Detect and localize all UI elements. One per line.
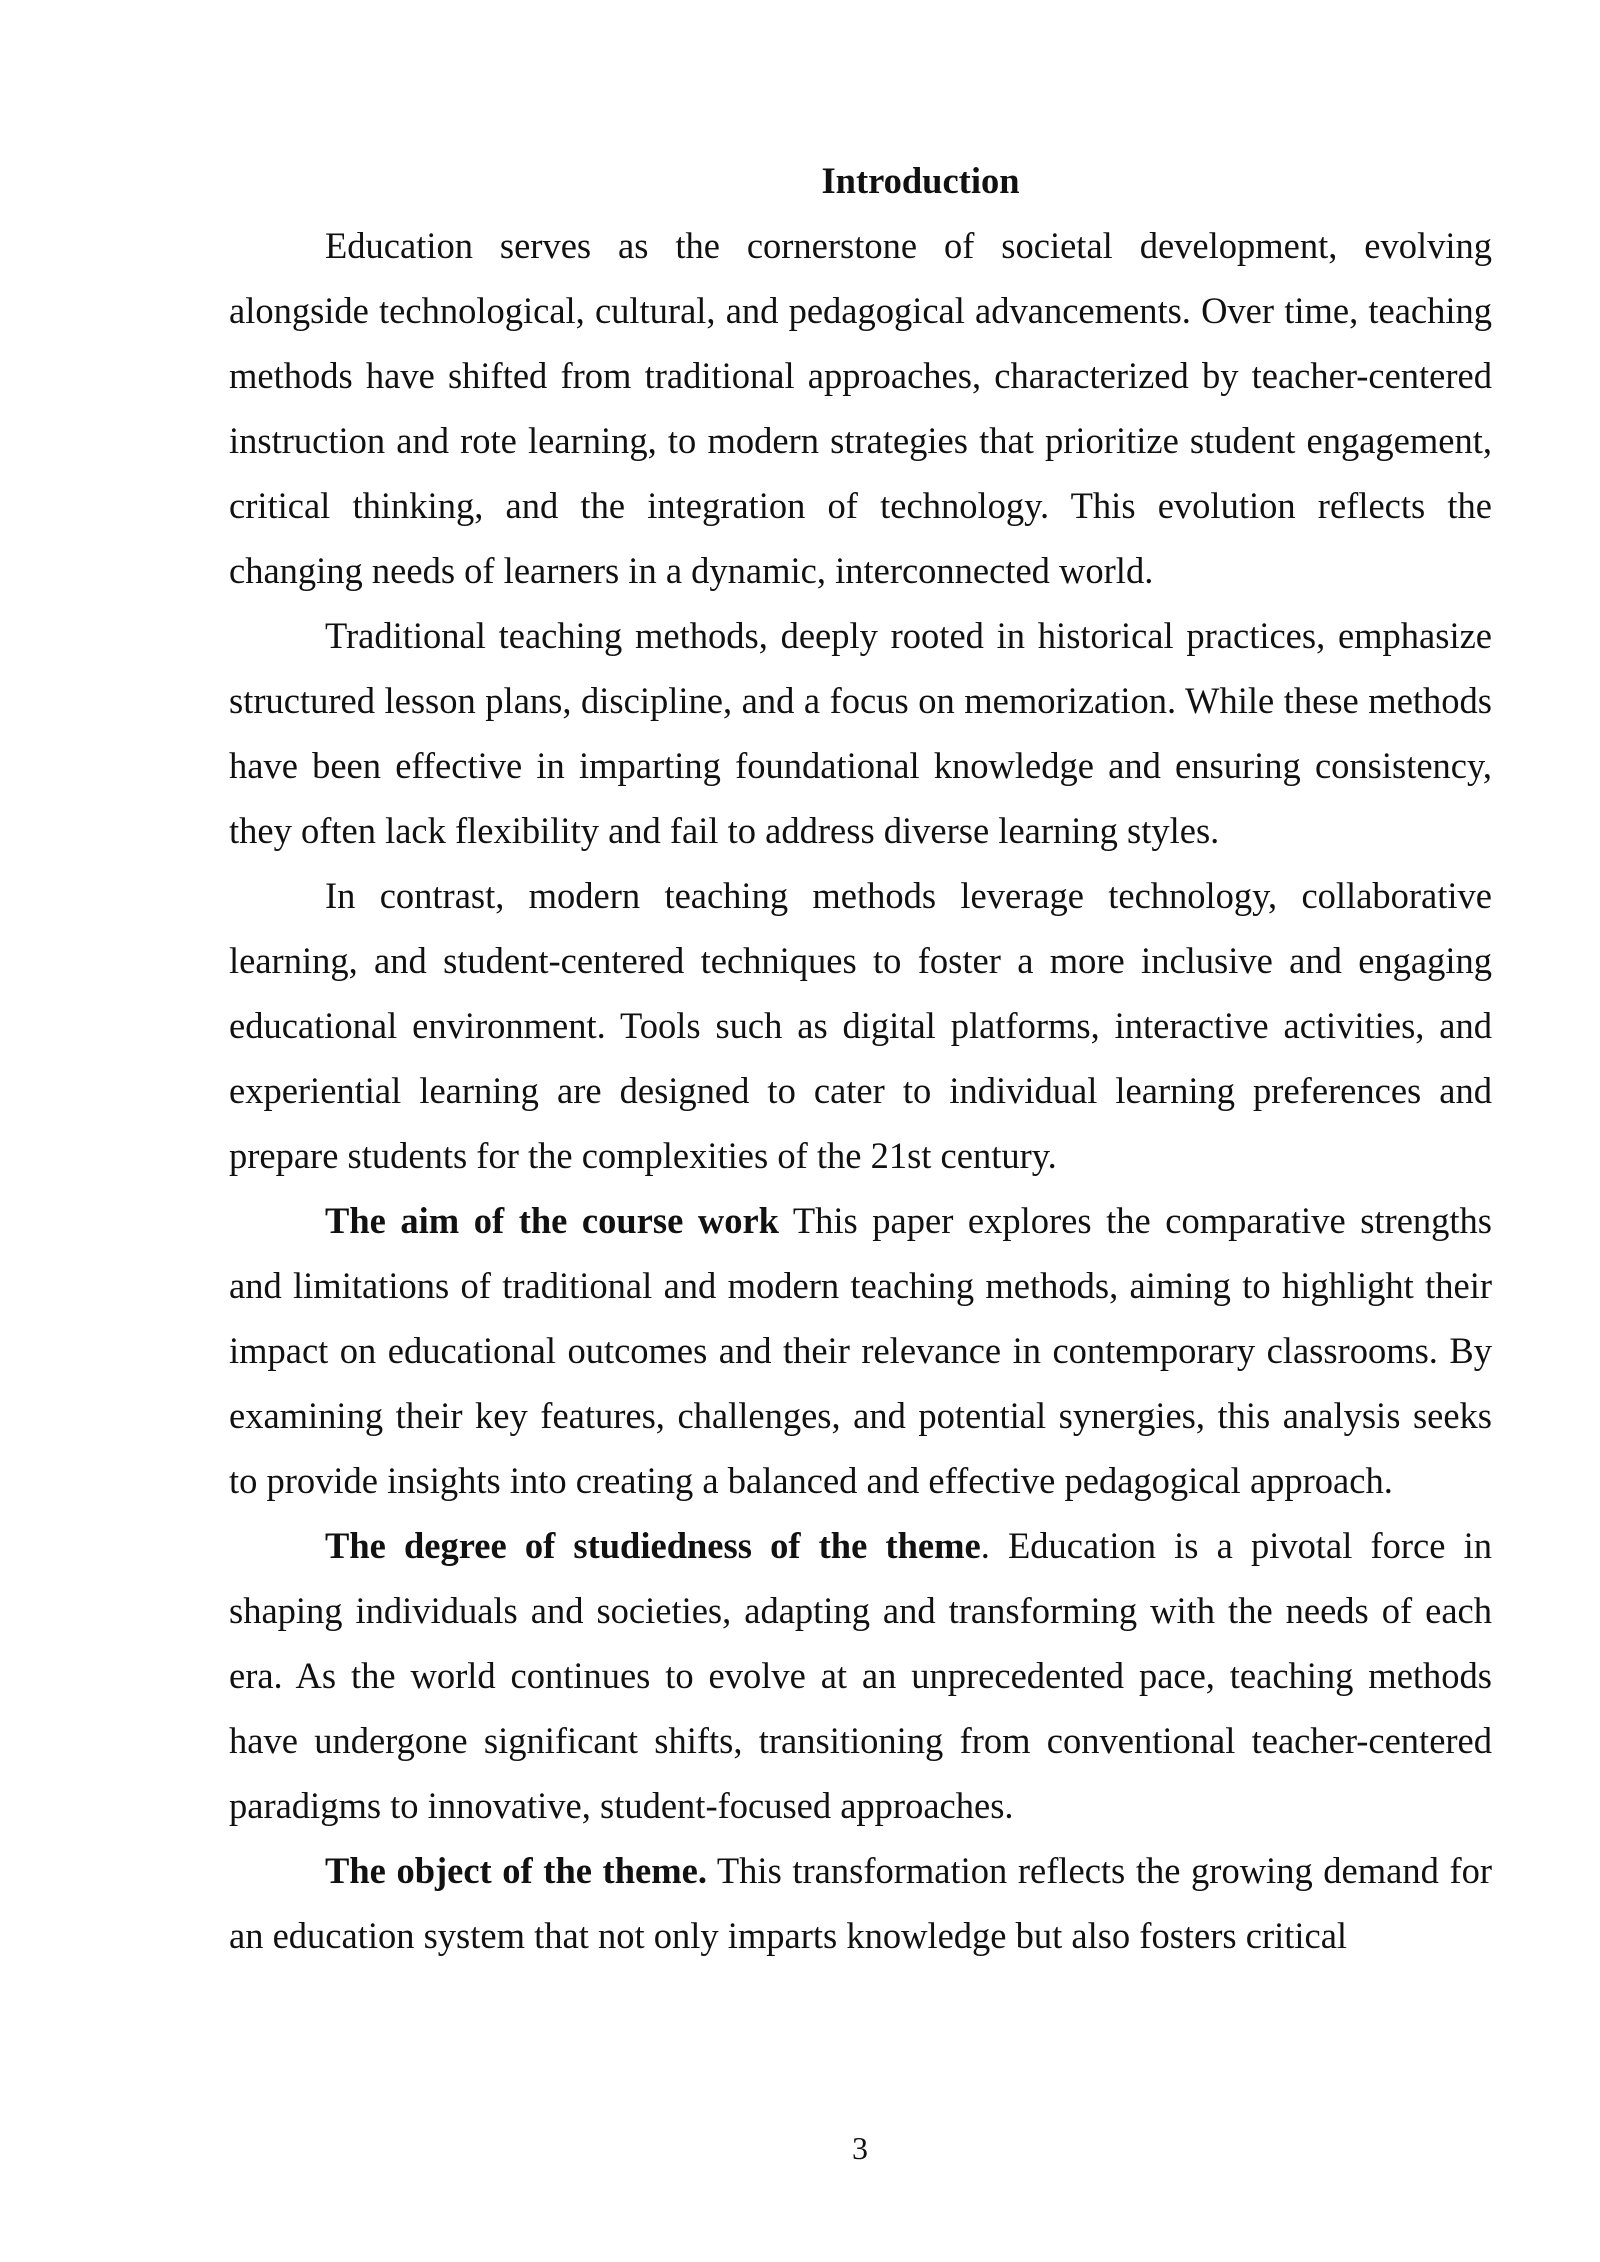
paragraph-modern xyxy=(229,863,1492,1188)
paragraph-text: In contrast, modern teaching methods leverage technology, collaborative learning, and student-centered techniques to foster a more inclusive and engaging educational environment. Tools such as digital platforms, interactive activities, and experiential learning are designed to cater to individual learning preferences and prepare students for the complexities of the 21st century. xyxy=(229,875,1492,1176)
paragraph-text: Traditional teaching methods, deeply rooted in historical practices, emphasize structured lesson plans, discipline, and a focus on memorization. While these methods have been effective in imparting foundational knowledge and ensuring consistency, they often lack flexibility and fail to address diverse learning styles. xyxy=(229,615,1492,851)
paragraph-text: . Education is a pivotal force in shaping individuals and societies, adapting and transforming with the needs of each era. As the world continues to evolve at an unprecedented pace, teaching methods have undergone significant shifts, transitioning from conventional teacher-centered paradigms to innovative, student-focused approaches. xyxy=(229,1525,1492,1826)
paragraph-object xyxy=(229,1838,1492,1968)
paragraph-text: Education serves as the cornerstone of societal development, evolving alongside technological, cultural, and pedagogical advancements. Over time, teaching methods have shifted from traditional approaches, characterized by teacher-centered instruction and rote learning, to modern strategies that prioritize student engagement, critical thinking, and the integration of technology. This evolution reflects the changing needs of learners in a dynamic, interconnected world. xyxy=(229,225,1492,591)
paragraph-studiedness xyxy=(229,1513,1492,1838)
paragraph-text: This paper explores the comparative strengths and limitations of traditional and modern teaching methods, aiming to highlight their impact on educational outcomes and their relevance in contemporary classrooms. By examining their key features, challenges, and potential synergies, this analysis seeks to provide insights into creating a balanced and effective pedagogical approach. xyxy=(229,1200,1492,1501)
paragraph-aim xyxy=(229,1188,1492,1513)
paragraph-lead: The degree of studiedness of the theme xyxy=(325,1525,981,1566)
paragraph-traditional xyxy=(229,603,1492,863)
paragraph-intro xyxy=(229,213,1492,603)
section-title: Introduction xyxy=(821,160,1020,201)
page-content xyxy=(229,148,1492,1968)
page-number: 3 xyxy=(852,2130,868,2166)
paragraph-lead: The aim of the course work xyxy=(325,1200,779,1241)
paragraph-lead: The object of the theme. xyxy=(325,1850,707,1891)
paragraph-text: This transformation reflects the growing demand for an education system that not only imparts knowledge but also fosters critical xyxy=(229,1850,1492,1956)
